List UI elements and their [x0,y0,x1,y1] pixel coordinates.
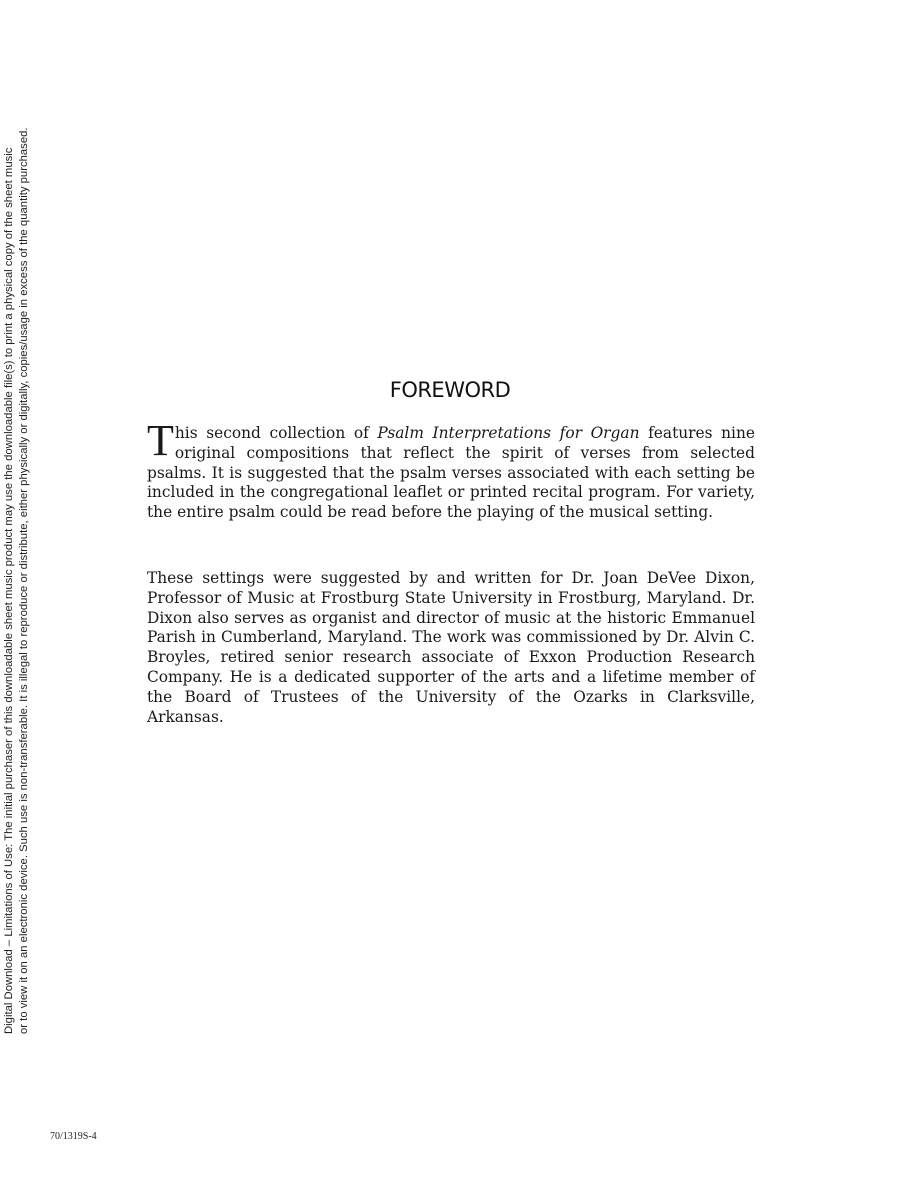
catalog-number: 70/1319S-4 [50,1131,97,1142]
usage-notice-text [2,127,32,1034]
foreword-paragraph-2: These settings were suggested by and written for Dr. Joan DeVee Dixon, Professor of Music at Frostburg State University in Frostburg, Maryland. Dr. Dixon also serves as organist and director of music at the historic Emmanuel Parish in Cumberland, Maryland. The work was commissioned by Dr. Alvin C. Broyles, retired senior research associate of Exxon Production Research Company. He is a dedicated supporter of the arts and a lifetime member of the Board of Trustees of the University of the Ozarks in Clarksville, Arkansas. [147,569,755,726]
foreword-paragraph-1 [147,416,755,523]
collection-title: Psalm Interpretations for Organ [377,424,640,442]
usage-notice [0,0,36,1191]
usage-notice-line-1: Digital Download – Limitations of Use: The initial purchaser of this downloadable sheet music product may use the downloadable file(s) to print a physical copy of the sheet music [3,147,15,1034]
usage-notice-line-2: or to view it on an electronic device. Such use is non-transferable. It is illegal to reproduce or distribute, either physically or digitally, copies/usage in excess of the quantity purchased. [18,127,30,1034]
paragraph-1-text-start: his second collection of [174,424,378,442]
paragraph-1-text-end: features nine original compositions that reflect the spirit of verses from selected psalms. It is suggested that the psalm verses associated with each setting be included in the congregational leaflet or printed recital program. For variety, the entire psalm could be read before the playing of the musical setting. [147,424,755,522]
drop-cap: T [147,416,174,465]
page-title: FOREWORD [389,378,511,402]
